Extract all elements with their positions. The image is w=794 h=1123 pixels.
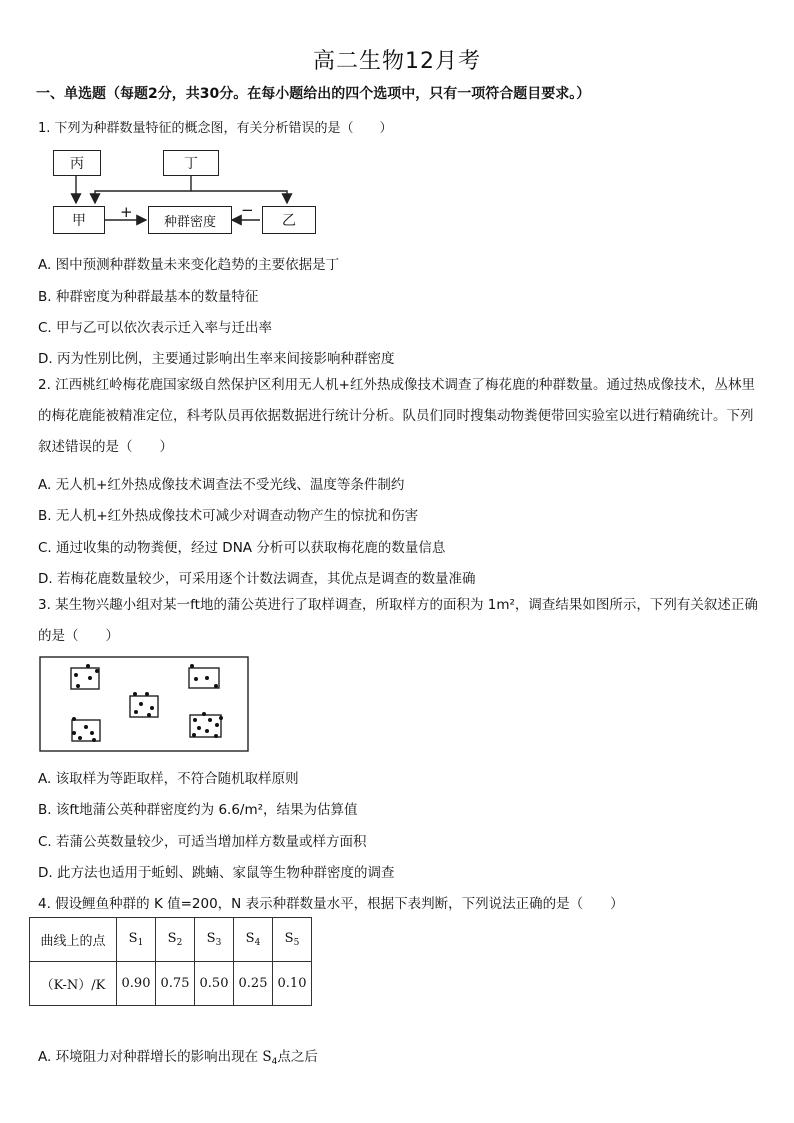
q3-option-c: C. 若蒲公英数量较少，可适当增加样方数量或样方面积 xyxy=(38,834,367,850)
value-cell: 0.50 xyxy=(195,962,234,1006)
row-label: 曲线上的点 xyxy=(30,918,117,962)
q1-option-b: B. 种群密度为种群最基本的数量特征 xyxy=(38,289,259,305)
q2-option-b: B. 无人机+红外热成像技术可减少对调查动物产生的惊扰和伤害 xyxy=(38,508,419,524)
box-density: 种群密度 xyxy=(148,206,232,234)
plus-sign: + xyxy=(120,203,133,221)
point-s1: $S_1$ xyxy=(117,918,156,962)
box-yi: 乙 xyxy=(262,206,316,234)
q1-option-c: C. 甲与乙可以依次表示迁入率与迁出率 xyxy=(38,320,273,336)
quadrat-3 xyxy=(130,692,158,717)
q2-stem: 2. 江西桃红岭梅花鹿国家级自然保护区利用无人机+红外热成像技术调查了梅花鹿的种群数量。通过热成像技术，丛林里的梅花鹿能被精准定位，科考队员再依据数据进行统计分析。队员们同时搜集动物粪便带回实验室以进行精确统计。下列叙述错误的是（ ） xyxy=(38,377,755,455)
section-heading: 一、单选题（每题2分，共30分。在每小题给出的四个选项中，只有一项符合题目要求。） xyxy=(36,86,591,102)
q2-option-c: C. 通过收集的动物粪便，经过 DNA 分析可以获取梅花鹿的数量信息 xyxy=(38,540,446,556)
box-bing: 丙 xyxy=(53,150,101,176)
point-s5: $S_5$ xyxy=(273,918,312,962)
q2-option-a: A. 无人机+红外热成像技术调查法不受光线、温度等条件制约 xyxy=(38,477,405,493)
q1-stem: 1. 下列为种群数量特征的概念图，有关分析错误的是（ ） xyxy=(38,121,393,136)
minus-sign: − xyxy=(241,201,254,219)
q3-option-b: B. 该ft地蒲公英种群密度约为 6.6/m²，结果为估算值 xyxy=(38,802,358,818)
box-ding: 丁 xyxy=(163,150,219,176)
value-cell: 0.10 xyxy=(273,962,312,1006)
q4-stem: 4. 假设鲤鱼种群的 K 值=200，N 表示种群数量水平，根据下表判断，下列说法正确的是（ ） xyxy=(38,896,624,912)
quadrat-5 xyxy=(190,712,223,738)
point-s4: $S_4$ xyxy=(234,918,273,962)
point-s3: $S_3$ xyxy=(195,918,234,962)
quadrat-4 xyxy=(72,717,100,742)
box-jia: 甲 xyxy=(53,206,105,234)
q3-option-d: D. 此方法也适用于蚯蚓、跳蝻、家鼠等生物种群密度的调查 xyxy=(38,865,395,881)
q1-option-a: A. 图中预测种群数量未来变化趋势的主要依据是丁 xyxy=(38,257,340,273)
q4-option-a: A. 环境阻力对种群增长的影响出现在 $S_4$点之后 xyxy=(38,1049,318,1067)
quadrat-2 xyxy=(189,664,219,688)
point-s2: $S_2$ xyxy=(156,918,195,962)
table-row xyxy=(30,918,312,962)
page-title: 高二生物12月考 xyxy=(313,49,481,74)
value-cell: 0.25 xyxy=(234,962,273,1006)
quadrat-1 xyxy=(71,664,99,689)
table-row xyxy=(30,962,312,1006)
q3-option-a: A. 该取样为等距取样，不符合随机取样原则 xyxy=(38,771,299,787)
q1-option-d: D. 丙为性别比例，主要通过影响出生率来间接影响种群密度 xyxy=(38,351,395,367)
q2-option-d: D. 若梅花鹿数量较少，可采用逐个计数法调查，其优点是调查的数量准确 xyxy=(38,571,476,587)
value-cell: 0.75 xyxy=(156,962,195,1006)
q4-table xyxy=(29,917,312,1006)
value-cell: 0.90 xyxy=(117,962,156,1006)
row-label: （K-N）/K xyxy=(30,962,117,1006)
q3-stem: 3. 某生物兴趣小组对某一ft地的蒲公英进行了取样调查，所取样方的面积为 1m²，调查结果如图所示，下列有关叙述正确的是（ ） xyxy=(38,597,758,644)
